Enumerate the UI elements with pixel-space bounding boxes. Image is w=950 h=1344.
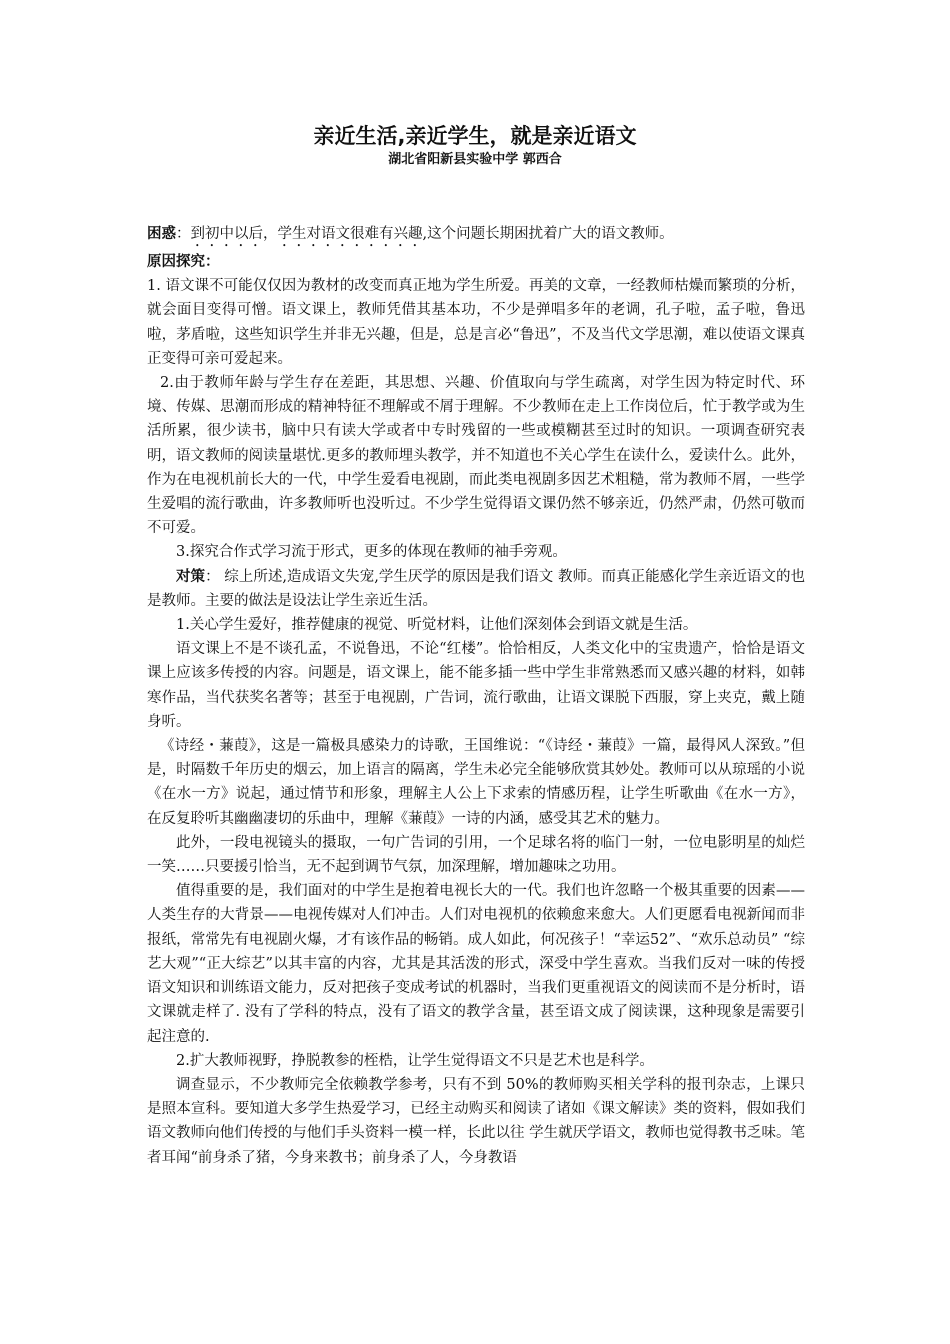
document-title: 亲近生活,亲近学生，就是亲近语文: [313, 124, 637, 148]
puzzle-label: 困惑: [147, 226, 176, 242]
strategy-label: 对策: [176, 568, 206, 585]
strategy-point-2: 2.扩大教师视野，挣脱教参的桎梏，让学生觉得语文不只是艺术也是科学。: [176, 1052, 654, 1069]
body-paragraph-e: 调查显示，不少教师完全依赖教学参考，只有不到 50%的教师购买相关学科的报刊杂志，上课只是照本宣科。要知道大多学生热爱学习，已经主动购买和阅读了诸如《课文解读》类的资料，假如我们语文教师向他们传授的与他们手头资料一模一样，长此以往 学生就厌学语文，教师也觉得教书乏味。笔者耳闻“前身杀了猪，今身来教书；前身杀了人，今身教语: [147, 1076, 805, 1166]
puzzle-rest-text: ,这个问题长期困扰着广大的语文教师。: [422, 226, 674, 242]
body-paragraph-b: 《诗经・蒹葭》，这是一篇极具感染力的诗歌，王国维说：“《诗经・蒹葭》一篇，最得风人深致。”但是，时隔数千年历史的烟云，加上语言的隔离，学生未必完全能够欣赏其妙处。教师可以从琼瑶的小说《在水一方》说起，通过情节和形象，理解主人公上下求索的情感历程，让学生听歌曲《在水一方》，在反复聆听其幽幽凄切的乐曲中，理解《蒹葭》一诗的内涵，感受其艺术的魅力。: [147, 738, 805, 827]
body-paragraph-c: 此外，一段电视镜头的摄取，一句广告词的引用，一个足球名将的临门一射，一位电影明星的灿烂一笑……只要援引恰当，无不起到调节气氛，加深理解，增加趣味之功用。: [147, 834, 805, 876]
puzzle-colon: ：: [176, 226, 191, 242]
puzzle-dotted-text: 到初中以后，学生对语文很难有兴趣: [190, 226, 423, 242]
strategy-paragraph: [147, 565, 805, 613]
cause-paragraph-3: 3.探究合作式学习流于形式，更多的体现在教师的袖手旁观。: [176, 544, 567, 561]
cause-paragraph-2: 2.由于教师年龄与学生存在差距，其思想、兴趣、价值取向与学生疏离，对学生因为特定时代、环境、传媒、思潮而形成的精神特征不理解或不屑于理解。不少教师在走上工作岗位后，忙于教学或为生活所累，很少读书，脑中只有读大学或者中专时残留的一些或模糊甚至过时的知识。一项调查研究表明，语文教师的阅读量堪忧.更多的教师埋头教学，并不知道也不关心学生在读什么，爱读什么。此外，作为在电视机前长大的一代，中学生爱看电视剧，而此类电视剧多因艺术粗糙，常为教师不屑，一些学生爱唱的流行歌曲，许多教师听也没听过。不少学生觉得语文课仍然不够亲近，仍然严肃，仍然可敬而不可爱。: [147, 375, 805, 537]
cause-heading: 原因探究：: [147, 254, 220, 270]
strategy-point-1: 1.关心学生爱好，推荐健康的视觉、听觉材料，让他们深刻体会到语文就是生活。: [176, 617, 698, 634]
document-body: [147, 222, 805, 1170]
body-paragraph-a: 语文课上不是不谈孔孟，不说鲁迅，不论“红楼”。恰恰相反，人类文化中的宝贵遗产，恰恰是语文课上应该多传授的内容。问题是，语文课上，能不能多插一些中学生非常熟悉而又感兴趣的材料，如韩寒作品，当代获奖名著等；甚至于电视剧，广告词，流行歌曲，让语文课脱下西服，穿上夹克，戴上随身听。: [147, 641, 805, 730]
puzzle-paragraph: [147, 222, 805, 250]
cause-paragraph-1: 1. 语文课不可能仅仅因为教材的改变而真正地为学生所爱。再美的文章，一经教师枯燥而繁琐的分析，就会面目变得可憎。语文课上，教师凭借其基本功，不少是弹唱多年的老调，孔子啦，孟子啦，鲁迅啦，茅盾啦，这些知识学生并非无兴趣，但是，总是言必“鲁迅”，不及当代文学思潮，难以使语文课真正变得可亲可爱起来。: [147, 278, 805, 367]
body-paragraph-d: 值得重要的是，我们面对的中学生是抱着电视长大的一代。我们也许忽略一个极其重要的因素——人类生存的大背景——电视传媒对人们冲击。人们对电视机的依赖愈来愈大。人们更愿看电视新闻而非报纸，常常先有电视剧火爆，才有该作品的畅销。成人如此，何况孩子！“幸运52”、“欢乐总动员” “综艺大观”“正大综艺”以其丰富的内容，尤其是其活泼的形式，深受中学生喜欢。当我们反对一味的传授语文知识和训练语文能力，反对把孩子变成考试的机器时，当我们更重视语文的阅读而不是分析时，语文课就走样了. 没有了学科的特点，没有了语文的教学含量，甚至语文成了阅读课，这种现象是需要引起注意的.: [147, 883, 805, 1045]
author-line: 湖北省阳新县实验中学 郭西合: [388, 152, 562, 167]
strategy-text: ： 综上所述,造成语文失宠,学生厌学的原因是我们语文 教师。而真正能感化学生亲近语文的也是教师。主要的做法是设法让学生亲近生活。: [147, 568, 806, 609]
